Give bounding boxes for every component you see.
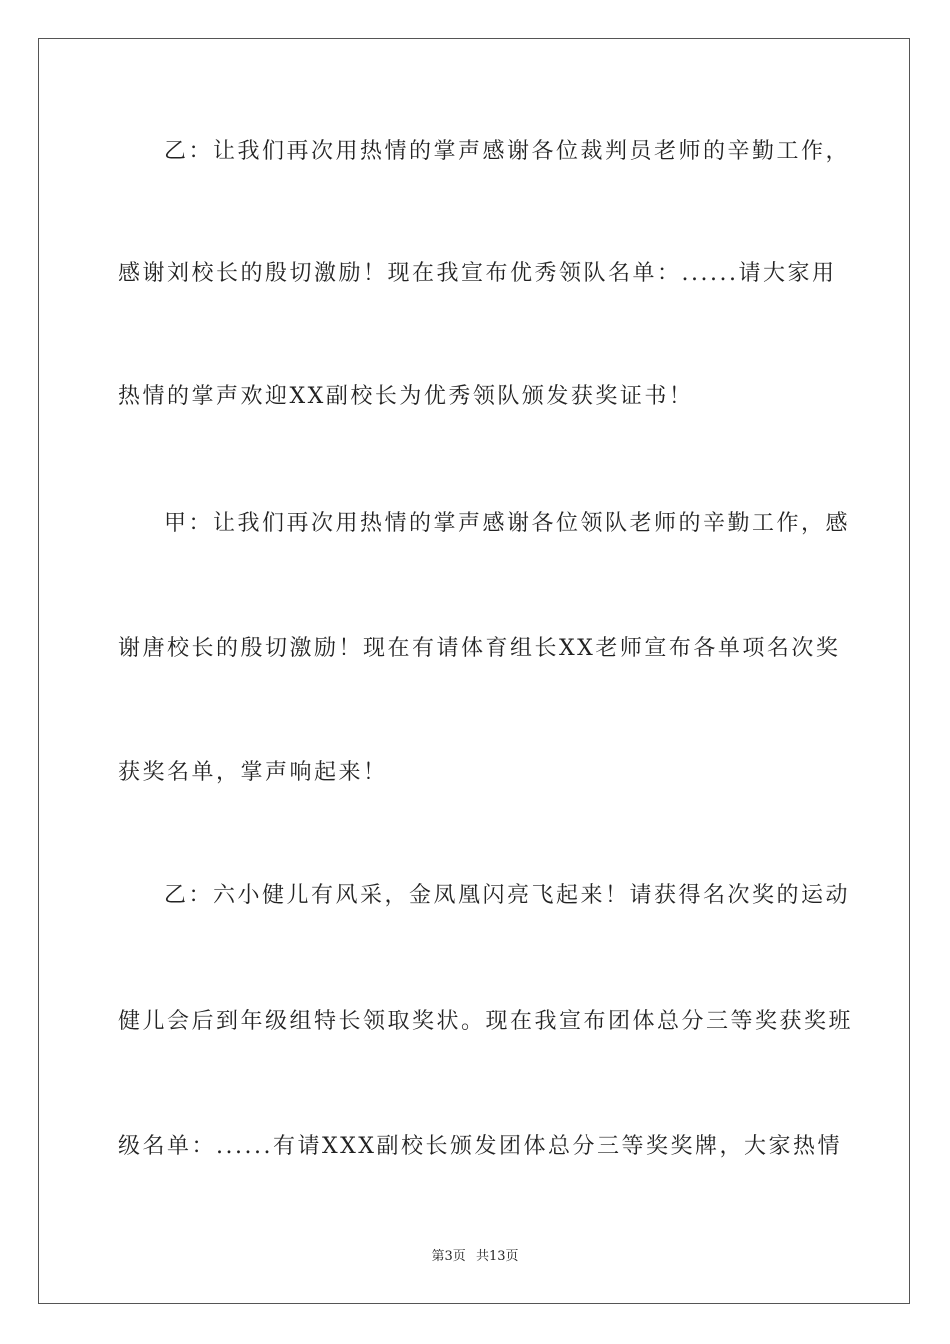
paragraph-line: 获奖名单，掌声响起来！ xyxy=(118,760,388,785)
paragraph-line: 级名单：......有请XXX副校长颁发团体总分三等奖奖牌，大家热情 xyxy=(118,1134,842,1159)
paragraph-line: 甲：让我们再次用热情的掌声感谢各位领队老师的辛勤工作，感 xyxy=(164,511,851,536)
paragraph-line: 乙：六小健儿有风采，金凤凰闪亮飞起来！请获得名次奖的运动 xyxy=(164,883,851,908)
paragraph-line: 乙：让我们再次用热情的掌声感谢各位裁判员老师的辛勤工作， xyxy=(164,139,851,164)
page-number: 第3页 xyxy=(431,1249,466,1264)
page-border xyxy=(38,38,910,1304)
page-footer xyxy=(0,1248,950,1266)
paragraph-line: 感谢刘校长的殷切激励！现在我宣布优秀领队名单：......请大家用 xyxy=(118,261,837,286)
paragraph-line: 谢唐校长的殷切激励！现在有请体育组长XX老师宣布各单项名次奖 xyxy=(118,636,841,661)
page-total: 共13页 xyxy=(475,1249,519,1264)
paragraph-line: 健儿会后到年级组特长领取奖状。现在我宣布团体总分三等奖获奖班 xyxy=(118,1009,854,1034)
paragraph-line: 热情的掌声欢迎XX副校长为优秀领队颁发获奖证书！ xyxy=(118,384,694,409)
